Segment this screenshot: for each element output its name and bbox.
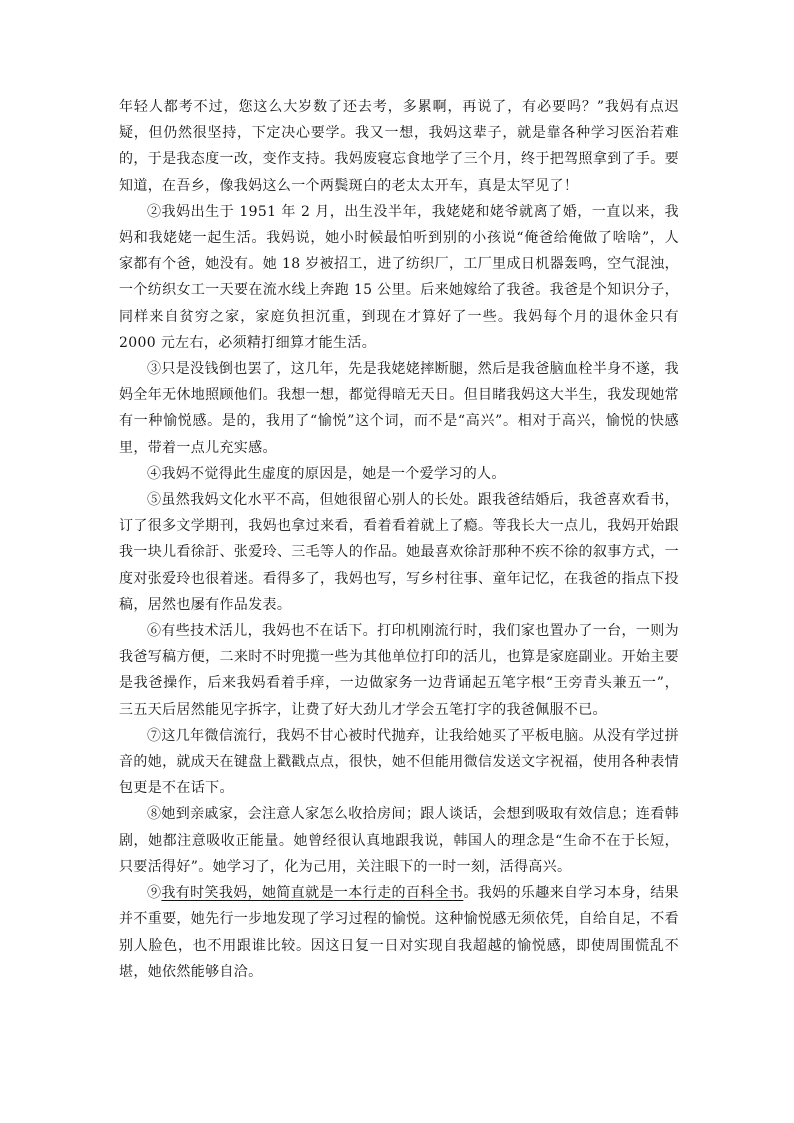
paragraph-4: ④我妈不觉得此生虚度的原因是，她是一个爱学习的人。 <box>147 465 506 482</box>
underlined-sentence: 我有时笑我妈，她简直就是一本行走的百科全书 <box>161 885 464 902</box>
paragraph-3: ③只是没钱倒也罢了，这几年，先是我姥姥摔断腿，然后是我爸脑血栓半身不遂，我妈全年无休地照顾他们。我想一想，都觉得暗无天日。但目睹我妈这大半生，我发现她常有一种愉悦感。是的，我用了“愉悦”这个词，而不是“高兴”。相对于高兴，愉悦的快感里，带着一点儿充实感。 <box>119 361 679 456</box>
paragraph-6: ⑥有些技术活儿，我妈也不在话下。打印机刚流行时，我们家也置办了一台，一则为我爸写稿方便，二来时不时兜揽一些为其他单位打印的活儿，也算是家庭副业。开始主要是我爸操作，后来我妈看着手痒，一边做家务一边背诵起五笔字根“王旁青头兼五一”，三五天后居然能见字拆字，让费了好大劲儿才学会五笔打字的我爸佩服不已。 <box>119 623 679 718</box>
paragraph-9 <box>119 880 679 985</box>
paragraph-2: ②我妈出生于 1951 年 2 月，出生没半年，我姥姥和姥爷就离了婚，一直以来，我妈和我姥姥一起生活。我妈说，她小时候最怕听到别的小孩说“俺爸给俺做了啥啥”，人家都有个爸，她没有。她 18 岁被招工，进了纺织厂，工厂里成日机器轰鸣，空气混浊，一个纺织女工一天要在流水线上奔跑 15 公里。后来她嫁给了我爸。我爸是个知识分子，同样来自贫穷之家，家庭负担沉重，到现在才算好了一些。我妈每个月的退休金只有 2000 元左右，必须精打细算才能生活。 <box>119 203 679 351</box>
paragraph-7: ⑦这几年微信流行，我妈不甘心被时代抛弃，让我给她买了平板电脑。从没有学过拼音的她，就成天在键盘上戳戳点点，很快，她不但能用微信发送文字祝福，使用各种表情包更是不在话下。 <box>119 727 679 797</box>
paragraph-9-number: ⑨ <box>147 885 162 902</box>
paragraph-8: ⑧她到亲戚家，会注意人家怎么收拾房间；跟人谈话，会想到吸取有效信息；连看韩剧，她都注意吸收正能量。她曾经很认真地跟我说，韩国人的理念是“生命不在于长短，只要活得好”。她学习了，化为己用，关注眼下的一时一刻，活得高兴。 <box>119 806 679 875</box>
paragraph-continued: 年轻人都考不过，您这么大岁数了还去考，多累啊，再说了，有必要吗？”我妈有点迟疑，但仍然很坚持，下定决心要学。我又一想，我妈这辈子，就是靠各种学习医治若难的，于是我态度一改，变作支持。我妈废寝忘食地学了三个月，终于把驾照拿到了手。要知道，在吾乡，像我妈这么一个两鬓斑白的老太太开车，真是太罕见了！ <box>119 99 679 194</box>
paragraph-5: ⑤虽然我妈文化水平不高，但她很留心别人的长处。跟我爸结婚后，我爸喜欢看书，订了很多文学期刊，我妈也拿过来看，看着看着就上了瘾。等我长大一点儿，我妈开始跟我一块儿看徐訏、张爱玲、三毛等人的作品。她最喜欢徐訏那种不疾不徐的叙事方式，一度对张爱玲也很着迷。看得多了，我妈也写，写乡村往事、童年记忆，在我爸的指点下投稿，居然也屡有作品发表。 <box>119 492 679 613</box>
article-body <box>119 94 679 985</box>
paragraph-9-text: 。我妈的乐趣来自学习本身，结果并不重要，她先行一步地发现了学习过程的愉悦。这种愉悦感无须依凭，自给自足，不看别人脸色，也不用跟谁比较。因这日复一日对实现自我超越的愉悦感，即使周围慌乱不堪，她依然能够自洽。 <box>119 885 679 980</box>
